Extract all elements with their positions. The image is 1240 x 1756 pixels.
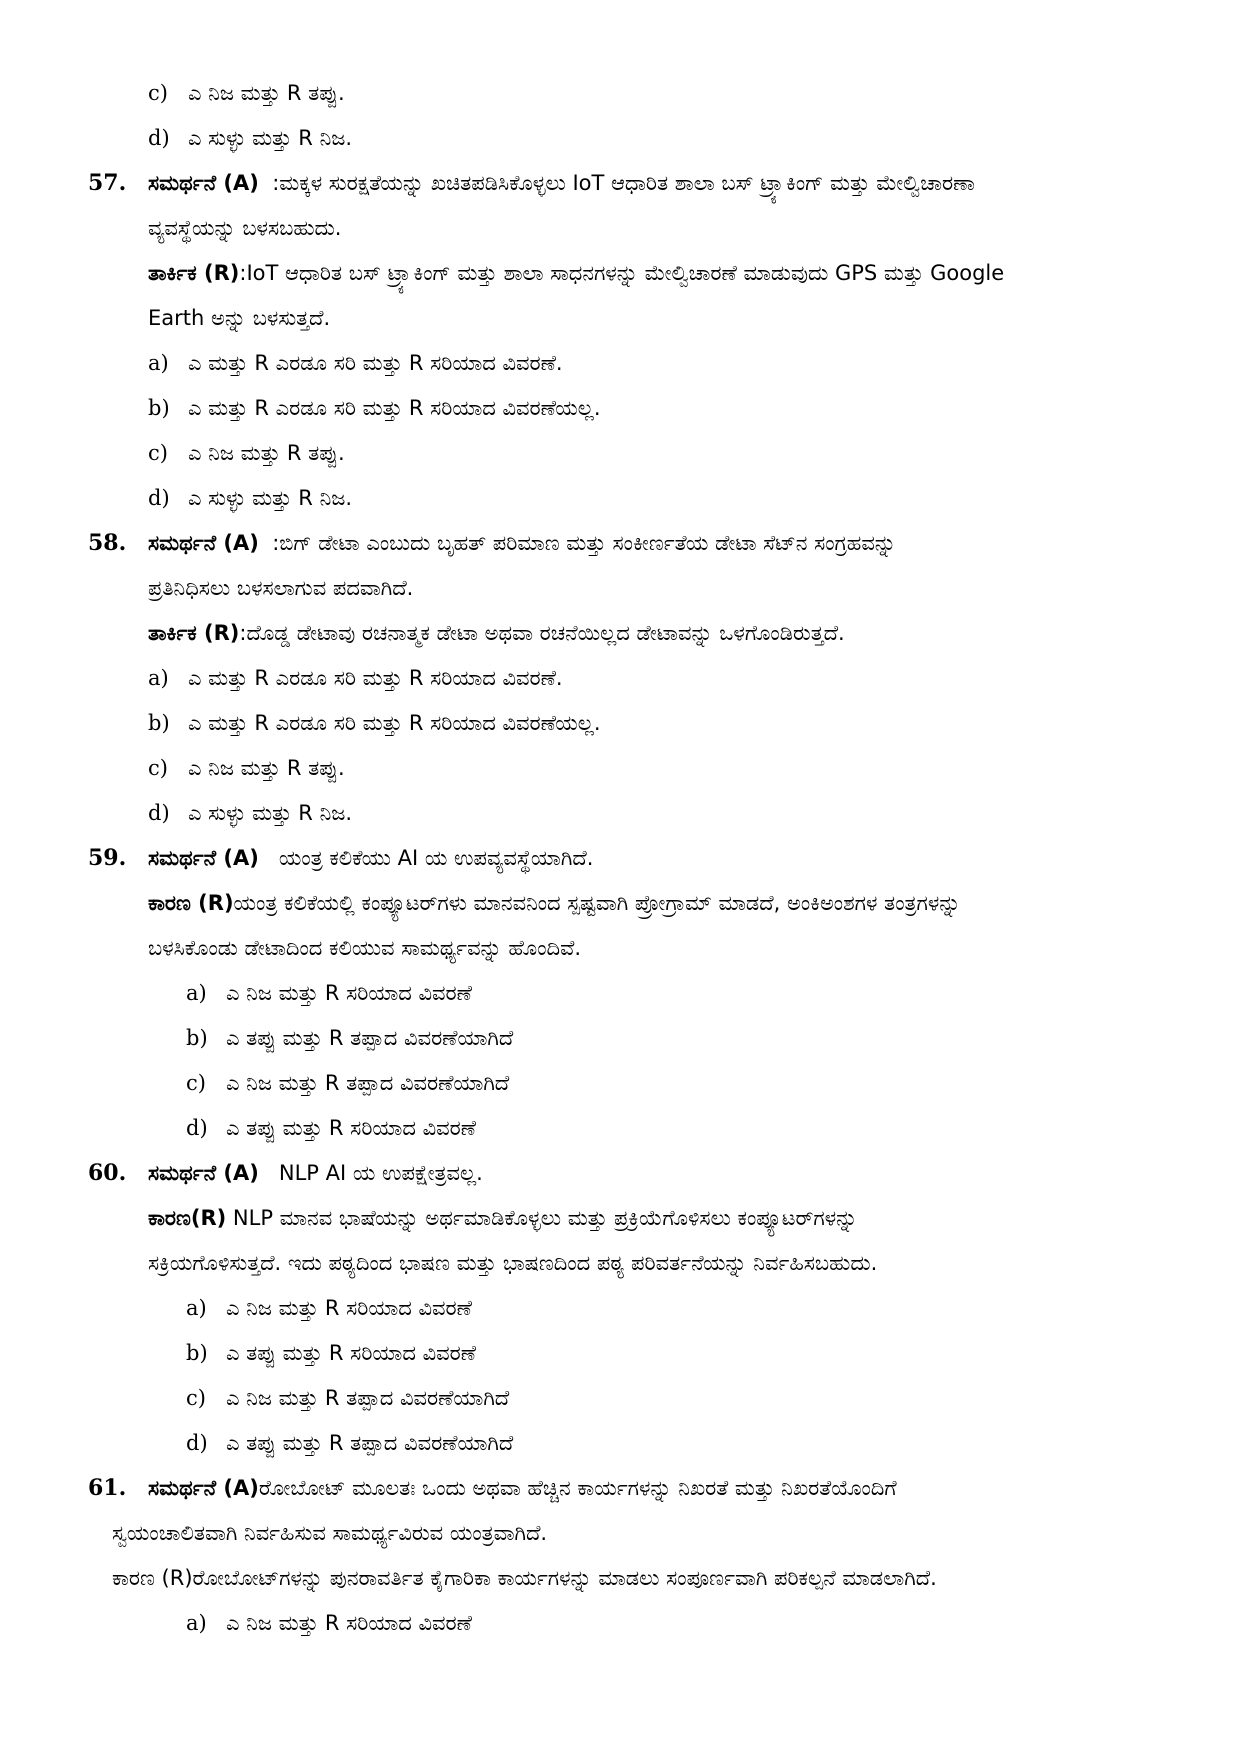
question-59-option-c: c) ಎ ನಿಜ ಮತ್ತು R ತಪ್ಪಾದ ವಿವರಣೆಯಾಗಿದೆ [186,1071,510,1095]
question-57-assertion-cont: ವ್ಯವಸ್ಥೆಯನ್ನು ಬಳಸಬಹುದು. [148,216,342,240]
question-61-number: 61. [88,1475,127,1501]
question-61-assertion: ಸಮರ್ಥನೆ (A)ರೋಬೋಟ್ ಮೂಲತಃ ಒಂದು ಅಥವಾ ಹೆಚ್ಚಿನ ಕಾರ್ಯಗಳನ್ನು ನಿಖರತೆ ಮತ್ತು ನಿಖರತೆಯೊಂದಿಗೆ [148,1476,897,1500]
question-60-assertion: ಸಮರ್ಥನೆ (A) NLP AI ಯ ಉಪಕ್ಷೇತ್ರವಲ್ಲ. [148,1161,483,1185]
question-59-reason: ಕಾರಣ (R)ಯಂತ್ರ ಕಲಿಕೆಯಲ್ಲಿ ಕಂಪ್ಯೂಟರ್‌ಗಳು ಮಾನವನಿಂದ ಸ್ಪಷ್ಟವಾಗಿ ಪ್ರೋಗ್ರಾಮ್ ಮಾಡದೆ, ಅಂಕಿಅಂಶಗಳ ತಂತ್ರಗಳನ್ನು [148,891,961,915]
question-58-option-b: b) ಎ ಮತ್ತು R ಎರಡೂ ಸರಿ ಮತ್ತು R ಸರಿಯಾದ ವಿವರಣೆಯಲ್ಲ. [148,711,601,735]
question-57-assertion: ಸಮರ್ಥನೆ (A) :ಮಕ್ಕಳ ಸುರಕ್ಷತೆಯನ್ನು ಖಚಿತಪಡಿಸಿಕೊಳ್ಳಲು IoT ಆಧಾರಿತ ಶಾಲಾ ಬಸ್ ಟ್ರ್ಯಾಕಿಂಗ್ ಮತ್ತು ಮೇಲ್ವಿಚಾರಣಾ [148,171,975,195]
option-c: c) ಎ ನಿಜ ಮತ್ತು R ತಪ್ಪು. [148,81,345,105]
question-59-number: 59. [88,845,127,871]
question-58-reason: ತಾರ್ಕಿಕ (R):ದೊಡ್ಡ ಡೇಟಾವು ರಚನಾತ್ಮಕ ಡೇಟಾ ಅಥವಾ ರಚನೆಯಿಲ್ಲದ ಡೇಟಾವನ್ನು ಒಳಗೊಂಡಿರುತ್ತದೆ. [148,621,845,645]
question-61-reason: ಕಾರಣ (R)ರೋಬೋಟ್‌ಗಳನ್ನು ಪುನರಾವರ್ತಿತ ಕೈಗಾರಿಕಾ ಕಾರ್ಯಗಳನ್ನು ಮಾಡಲು ಸಂಪೂರ್ಣವಾಗಿ ಪರಿಕಲ್ಪನೆ ಮಾಡಲಾಗಿದೆ. [112,1566,937,1590]
question-58-option-a: a) ಎ ಮತ್ತು R ಎರಡೂ ಸರಿ ಮತ್ತು R ಸರಿಯಾದ ವಿವರಣೆ. [148,666,563,690]
question-57-reason: ತಾರ್ಕಿಕ (R):IoT ಆಧಾರಿತ ಬಸ್ ಟ್ರ್ಯಾಕಿಂಗ್ ಮತ್ತು ಶಾಲಾ ಸಾಧನಗಳನ್ನು ಮೇಲ್ವಿಚಾರಣೆ ಮಾಡುವುದು GPS ಮತ್ತು Google [148,261,1005,285]
question-57-option-a: a) ಎ ಮತ್ತು R ಎರಡೂ ಸರಿ ಮತ್ತು R ಸರಿಯಾದ ವಿವರಣೆ. [148,351,563,375]
question-59-option-a: a) ಎ ನಿಜ ಮತ್ತು R ಸರಿಯಾದ ವಿವರಣೆ [186,981,472,1005]
question-59-option-b: b) ಎ ತಪ್ಪು ಮತ್ತು R ತಪ್ಪಾದ ವಿವರಣೆಯಾಗಿದೆ [186,1026,514,1050]
question-61-option-a: a) ಎ ನಿಜ ಮತ್ತು R ಸರಿಯಾದ ವಿವರಣೆ [186,1611,472,1635]
option-d: d) ಎ ಸುಳ್ಳು ಮತ್ತು R ನಿಜ. [148,126,353,150]
question-60-option-d: d) ಎ ತಪ್ಪು ಮತ್ತು R ತಪ್ಪಾದ ವಿವರಣೆಯಾಗಿದೆ [186,1431,514,1455]
question-60-option-b: b) ಎ ತಪ್ಪು ಮತ್ತು R ಸರಿಯಾದ ವಿವರಣೆ [186,1341,476,1365]
question-60-reason: ಕಾರಣ(R) NLP ಮಾನವ ಭಾಷೆಯನ್ನು ಅರ್ಥಮಾಡಿಕೊಳ್ಳಲು ಮತ್ತು ಪ್ರಕ್ರಿಯೆಗೊಳಿಸಲು ಕಂಪ್ಯೂಟರ್‌ಗಳನ್ನು [148,1206,858,1230]
question-58-option-c: c) ಎ ನಿಜ ಮತ್ತು R ತಪ್ಪು. [148,756,345,780]
question-58-assertion: ಸಮರ್ಥನೆ (A) :ಬಿಗ್ ಡೇಟಾ ಎಂಬುದು ಬೃಹತ್ ಪರಿಮಾಣ ಮತ್ತು ಸಂಕೀರ್ಣತೆಯ ಡೇಟಾ ಸೆಟ್‌ನ ಸಂಗ್ರಹವನ್ನು [148,531,897,555]
question-57-option-b: b) ಎ ಮತ್ತು R ಎರಡೂ ಸರಿ ಮತ್ತು R ಸರಿಯಾದ ವಿವರಣೆಯಲ್ಲ. [148,396,601,420]
question-60-option-a: a) ಎ ನಿಜ ಮತ್ತು R ಸರಿಯಾದ ವಿವರಣೆ [186,1296,472,1320]
question-59-option-d: d) ಎ ತಪ್ಪು ಮತ್ತು R ಸರಿಯಾದ ವಿವರಣೆ [186,1116,476,1140]
question-58-assertion-cont: ಪ್ರತಿನಿಧಿಸಲು ಬಳಸಲಾಗುವ ಪದವಾಗಿದೆ. [148,576,414,600]
question-58-option-d: d) ಎ ಸುಳ್ಳು ಮತ್ತು R ನಿಜ. [148,801,353,825]
question-59-assertion: ಸಮರ್ಥನೆ (A) ಯಂತ್ರ ಕಲಿಕೆಯು AI ಯ ಉಪವ್ಯವಸ್ಥೆಯಾಗಿದೆ. [148,846,594,870]
question-61-assertion-cont: ಸ್ವಯಂಚಾಲಿತವಾಗಿ ನಿರ್ವಹಿಸುವ ಸಾಮರ್ಥ್ಯವಿರುವ ಯಂತ್ರವಾಗಿದೆ. [112,1521,548,1545]
question-57-reason-cont: Earth ಅನ್ನು ಬಳಸುತ್ತದೆ. [148,306,331,330]
question-59-reason-cont: ಬಳಸಿಕೊಂಡು ಡೇಟಾದಿಂದ ಕಲಿಯುವ ಸಾಮರ್ಥ್ಯವನ್ನು ಹೊಂದಿವೆ. [148,936,582,960]
question-57-option-d: d) ಎ ಸುಳ್ಳು ಮತ್ತು R ನಿಜ. [148,486,353,510]
question-57-number: 57. [88,170,127,196]
question-58-number: 58. [88,530,127,556]
question-57-option-c: c) ಎ ನಿಜ ಮತ್ತು R ತಪ್ಪು. [148,441,345,465]
question-60-reason-cont: ಸಕ್ರಿಯಗೊಳಿಸುತ್ತದೆ. ಇದು ಪಠ್ಯದಿಂದ ಭಾಷಣ ಮತ್ತು ಭಾಷಣದಿಂದ ಪಠ್ಯ ಪರಿವರ್ತನೆಯನ್ನು ನಿರ್ವಹಿಸಬಹುದು. [148,1251,878,1275]
question-60-option-c: c) ಎ ನಿಜ ಮತ್ತು R ತಪ್ಪಾದ ವಿವರಣೆಯಾಗಿದೆ [186,1386,510,1410]
question-60-number: 60. [88,1160,127,1186]
